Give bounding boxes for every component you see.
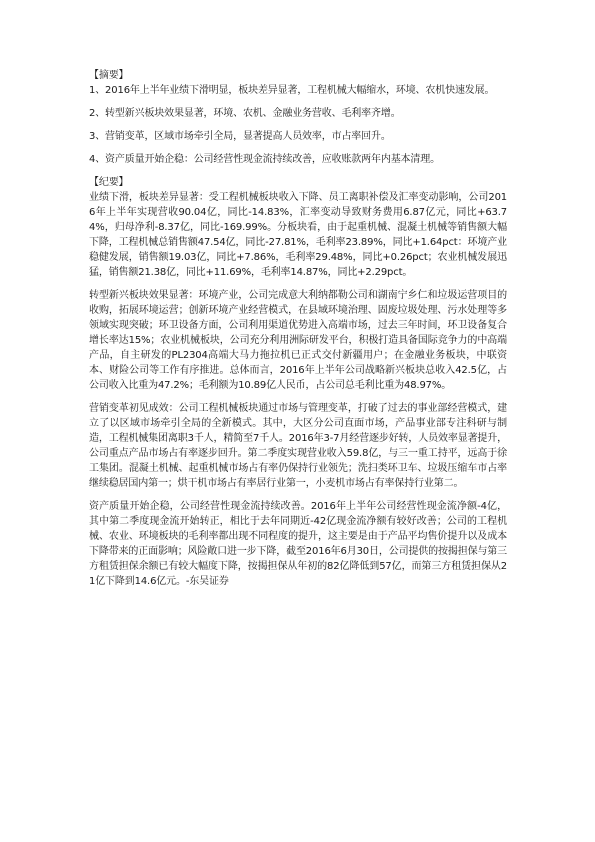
minutes-paragraph-marketing: 营销变革初见成效：公司工程机械板块通过市场与管理变革，打破了过去的事业部经营模式，建立了以区域市场牵引全局的全新模式。其中，大区分公司直面市场，产品事业部专注科研与制造，工程机械集团离职3千人，精简至7千人。2016年3-7月经营逐步好转，人员效率显著提升，公司重点产品市场占有率逐步回升。第二季度实现营业收入59.8亿，与三一重工持平，远高于徐工集团。混凝土机械、起重机械市场占有率仍保持行业领先；洗扫类环卫车、垃圾压缩车市占率继续稳居国内第一；烘干机市场占有率居行业第一，小麦机市场占有率保持行业第二。 xyxy=(89,403,507,489)
summary-heading: 【摘要】 xyxy=(89,70,129,81)
summary-item-4: 4、资产质量开始企稳：公司经营性现金流持续改善，应收账款两年内基本清理。 xyxy=(89,154,440,165)
summary-item-3: 3、营销变革，区域市场牵引全局，显著提高人员效率，市占率回升。 xyxy=(89,131,391,142)
minutes-paragraph-asset-quality: 资产质量开始企稳，公司经营性现金流持续改善。2016年上半年公司经营性现金流净额-4亿，其中第二季度现金流开始转正，相比于去年同期近-42亿现金流净额有较好改善；公司的工程机械、农业、环境板块的毛利率都出现不同程度的提升，这主要是由于产品平均售价提升以及成本下降带来的正面影响；风险敞口进一步下降，截至2016年6月30日，公司提供的按揭担保与第三方租赁担保余额已有较大幅度下降，按揭担保从年初的82亿降低到57亿，而第三方租赁担保从21亿下降到14.6亿元。-东吴证券 xyxy=(89,501,507,587)
summary-item-1: 1、2016年上半年业绩下滑明显，板块差异显著，工程机械大幅缩水，环境、农机快速发展。 xyxy=(89,85,495,96)
minutes-paragraph-transformation: 转型新兴板块效果显著：环境产业，公司完成意大利纳都勒公司和湖南宁乡仁和垃圾运营项目的收购，拓展环境运营；创新环境产业经营模式，在县域环境治理、固废垃圾处理、污水处理等多领域实现突破；环卫设备方面，公司利用渠道优势进入高端市场，过去三年时间，环卫设备复合增长率达15%；农业机械板块，公司充分利用洲际研发平台，积极打造具备国际竞争力的中高端产品，自主研发的PL2304高端大马力拖拉机已正式交付新疆用户；在金融业务板块，中联资本、财险公司等工作有序推进。总体而言，2016年上半年公司战略新兴板块总收入42.5亿，占公司收入比重为47.2%；毛利额为10.89亿人民币，占公司总毛利比重为48.97%。 xyxy=(89,290,507,391)
minutes-heading: 【纪要】 xyxy=(89,177,129,188)
document-body xyxy=(89,68,507,597)
minutes-paragraph-performance: 业绩下滑，板块差异显著：受工程机械板块收入下降、员工离职补偿及汇率变动影响，公司2016年上半年实现营收90.04亿，同比-14.83%，汇率变动导致财务费用6.87亿元，同比+63.74%，归母净利-8.37亿，同比-169.99%。分板块看，由于起重机械、混凝土机械等销售额大幅下降，工程机械总销售额47.54亿，同比-27.81%，毛利率23.89%，同比+1.64pct：环境产业稳健发展，销售额19.03亿，同比+7.86%，毛利率29.48%，同比+0.26pct；农业机械发展迅猛，销售额21.38亿，同比+11.69%，毛利率14.87%，同比+2.29pct。 xyxy=(89,192,507,278)
summary-item-2: 2、转型新兴板块效果显著，环境、农机、金融业务营收、毛利率齐增。 xyxy=(89,108,401,119)
